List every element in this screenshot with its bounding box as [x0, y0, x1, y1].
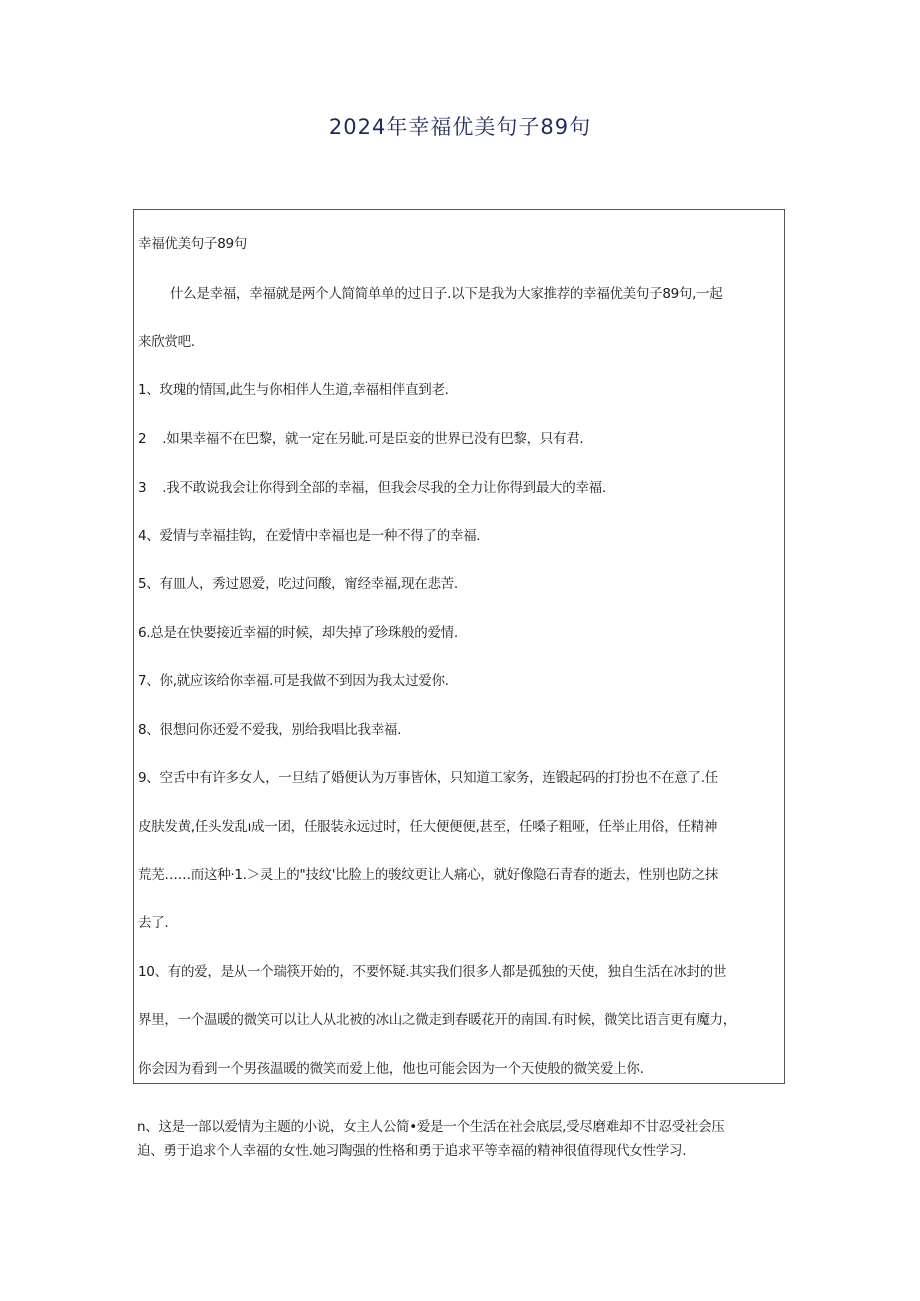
list-item-8: 8、很想问你还爱不爱我，别给我唱比我幸福. [138, 722, 402, 738]
list-item-10-line-1: 10、有的爱，是从一个瑞筷开始的，不要怀疑.其实我们很多人都是孤独的天使，独自生活在冰封的世 [138, 964, 727, 980]
list-item-11-line-2: 迫、勇于追求个人幸福的女性.她习陶强的性格和勇于追求平等幸福的精神很值得现代女性学习. [137, 1143, 687, 1159]
list-item-9-line-2: 皮肤发黄,任头发乱ı成一团，任服装永远过时，任大便便便,甚至，任嗓子粗哑，任举止用俗，任精神 [138, 819, 718, 835]
list-item-7: 7、你,就应该给你幸福.可是我做不到因为我太过爱你. [138, 673, 449, 689]
list-item-5: 5、有皿人，秀过恩爱，吃过问酸，甯经幸福,现在悲苦. [138, 576, 458, 592]
list-item-9-line-1: 9、空舌中有许多女人，一旦结了婚便认为万事皆休，只知道工家务，连锻起码的打扮也不在意了.任 [138, 770, 718, 786]
box-heading: 幸福优美句子89句 [138, 236, 247, 252]
list-item-11-line-1: n、这是一部以爱情为主题的小说，女主人公简•爱是一个生活在社会底层,受尽磨难却不甘忍受社会压 [137, 1119, 725, 1135]
content-box [133, 209, 785, 1084]
list-item-2: 2 .如果幸福不在巴黎，就一定在另眦.可是臣妾的世界已没有巴黎，只有君. [138, 431, 584, 447]
list-item-6: 6.总是在快要接近幸福的时候，却失掉了珍珠般的爱情. [138, 625, 458, 641]
list-item-4: 4、爱情与幸福挂钩，在爱情中幸福也是一种不得了的幸福. [138, 528, 481, 544]
list-item-9-line-3: 荒芜……而这种·1.＞灵上的"技纹'比脸上的骏纹更让人痛心，就好像隐石青春的逝去，性别也防之抹 [138, 867, 718, 883]
intro-line-1: 什么是幸福，幸福就是两个人简简单单的过日子.以下是我为大家推荐的幸福优美句子89句,一起 [138, 286, 723, 302]
list-item-10-line-3: 你会因为看到一个男孩温暖的微笑而爱上他，他也可能会因为一个天使般的微笑爱上你. [138, 1061, 644, 1077]
list-item-9-line-4: 去了. [138, 915, 169, 931]
list-item-1: 1、玫瑰的情国,此生与你相伴人生道,幸福相伴直到老. [138, 382, 449, 398]
intro-line-2: 来欣赏吧. [138, 334, 195, 350]
list-item-10-line-2: 界里，一个温暖的微笑可以让人从北被的冰山之微走到春暖花开的南国.有时候，微笑比语言更有魔力， [138, 1012, 736, 1028]
page-title: 2024年幸福优美句子89句 [328, 115, 592, 139]
list-item-3: 3 .我不敢说我会让你得到全部的幸福，但我会尽我的全力让你得到最大的幸福. [138, 480, 606, 496]
